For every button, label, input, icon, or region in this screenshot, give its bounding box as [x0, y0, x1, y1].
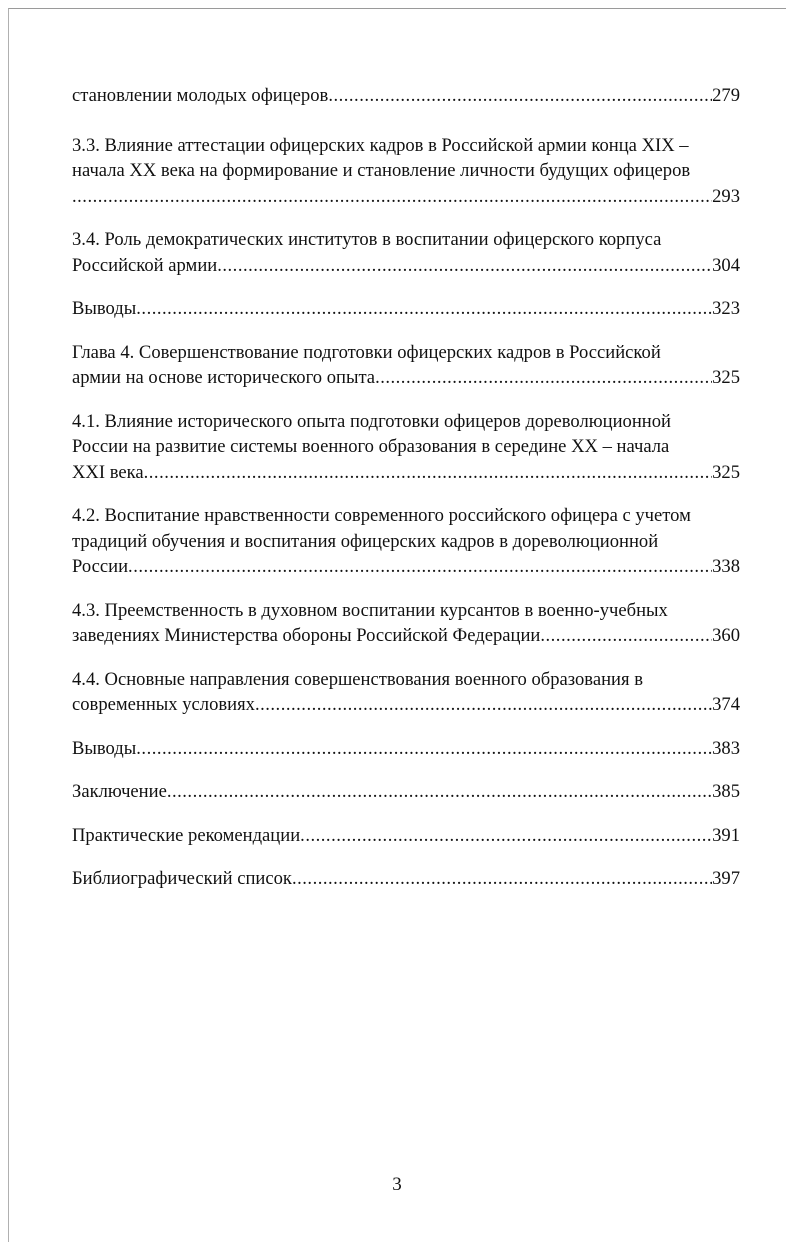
toc-leader-line [72, 365, 740, 391]
toc-entry-title-line: 4.2. Воспитание нравственности современного российского офицера с учетом [72, 505, 691, 526]
toc-page-number: 385 [712, 781, 740, 802]
toc-entry-title: XXI века [72, 461, 144, 483]
toc-page-number: 325 [712, 461, 740, 483]
toc-page-number: 293 [712, 185, 740, 207]
toc-page-number: 360 [712, 625, 740, 646]
dot-leader [128, 554, 712, 580]
toc-page-number: 374 [712, 694, 740, 715]
toc-leader-line [72, 623, 740, 649]
toc-leader-line [72, 554, 740, 580]
toc-leader-line [72, 823, 740, 849]
dot-leader [136, 296, 712, 322]
toc-entry-title: Практические рекомендации [72, 824, 301, 846]
toc-entry[interactable] [72, 409, 740, 486]
toc-entry-title: заведениях Министерства обороны Российской Федерации [72, 625, 541, 646]
toc-entry[interactable] [72, 823, 740, 849]
toc-entry-title-line: 4.1. Влияние исторического опыта подготовки офицеров дореволюционной [72, 410, 671, 432]
toc-page-number: 397 [712, 868, 740, 889]
dot-leader [167, 779, 712, 805]
toc-entry-title-line: 4.4. Основные направления совершенствования военного образования в [72, 668, 643, 690]
dot-leader [72, 184, 712, 210]
toc-entry-title: современных условиях [72, 694, 255, 715]
dot-leader [292, 866, 712, 892]
toc-page-number: 304 [712, 254, 740, 276]
toc-leader-line [72, 83, 740, 109]
toc-entry[interactable] [72, 133, 740, 210]
toc-leader-line [72, 460, 740, 486]
toc-page-number: 391 [712, 824, 740, 846]
dot-leader [540, 623, 712, 649]
toc-entry[interactable] [72, 598, 740, 649]
dot-leader [375, 365, 712, 391]
dot-leader [328, 83, 712, 109]
toc-entry-title: становлении молодых офицеров [72, 85, 329, 106]
dot-leader [255, 692, 712, 718]
toc-entry[interactable] [72, 503, 740, 580]
toc-leader-line [72, 253, 740, 279]
toc-entry[interactable] [72, 779, 740, 805]
toc-leader-line [72, 692, 740, 718]
page-number: 3 [392, 1174, 402, 1195]
toc-page-number: 383 [712, 737, 740, 759]
toc-entry-title-line: традиций обучения и воспитания офицерских кадров в дореволюционной [72, 530, 659, 552]
dot-leader [300, 823, 712, 849]
table-of-contents [72, 83, 740, 892]
toc-entry[interactable] [72, 83, 740, 109]
toc-entry[interactable] [72, 866, 740, 892]
toc-page-number: 325 [712, 367, 740, 388]
toc-leader-line [72, 866, 740, 892]
dot-leader [136, 736, 712, 762]
toc-entry[interactable] [72, 340, 740, 391]
toc-entry-title: России [72, 556, 129, 577]
toc-entry-title-line: России на развитие системы военного образования в середине XX – начала [72, 436, 670, 457]
toc-entry-title: армии на основе исторического опыта [72, 367, 376, 388]
toc-leader-line [72, 184, 740, 210]
toc-page-number: 279 [712, 85, 740, 106]
dot-leader [217, 253, 712, 279]
toc-entry[interactable] [72, 736, 740, 762]
toc-entry-title-line: 4.3. Преемственность в духовном воспитании курсантов в военно-учебных [72, 599, 668, 621]
toc-entry[interactable] [72, 296, 740, 322]
toc-entry-title-line: 3.3. Влияние аттестации офицерских кадров в Российской армии конца XIX – [72, 134, 689, 156]
toc-entry[interactable] [72, 227, 740, 278]
toc-leader-line [72, 296, 740, 322]
toc-page-number: 338 [712, 556, 740, 577]
toc-entry[interactable] [72, 667, 740, 718]
toc-leader-line [72, 736, 740, 762]
toc-entry-title: Выводы [72, 298, 137, 319]
toc-entry-title-line: Глава 4. Совершенствование подготовки офицерских кадров в Российской [72, 341, 661, 363]
toc-leader-line [72, 779, 740, 805]
toc-entry-title: Российской армии [72, 254, 218, 276]
toc-entry-title-line: 3.4. Роль демократических институтов в воспитании офицерского корпуса [72, 229, 662, 250]
dot-leader [144, 460, 712, 486]
toc-entry-title: Заключение [72, 781, 167, 802]
toc-entry-title: Выводы [72, 737, 137, 759]
toc-entry-title: Библиографический список [72, 868, 292, 889]
toc-entry-title-line: начала XX века на формирование и становление личности будущих офицеров [72, 160, 691, 181]
toc-page-number: 323 [712, 298, 740, 319]
